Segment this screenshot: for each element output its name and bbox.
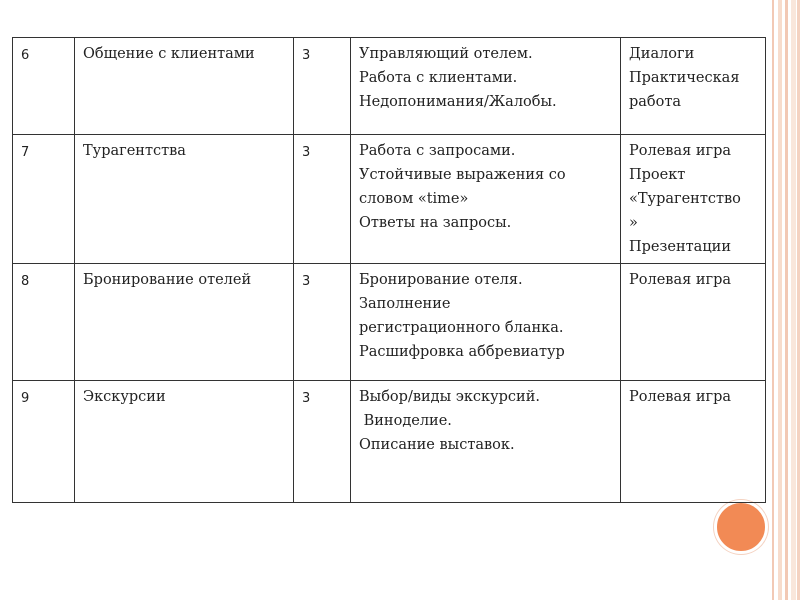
topic-cell: Турагентства [75,135,294,264]
forms-line: Диалоги [629,46,695,62]
content-line: Недопонимания/Жалобы. [359,94,557,110]
content-line: Описание выставок. [359,437,515,453]
table-row [13,264,766,381]
forms-line: «Турагентство [629,191,741,207]
forms-cell [621,264,766,381]
lesson-number-cell: 9 [13,381,75,503]
forms-line: » [629,215,638,231]
forms-cell [621,381,766,503]
decorative-stripe [785,0,788,600]
content-line: Выбор/виды экскурсий. [359,389,540,405]
content-line: Виноделие. [359,413,452,429]
curriculum-table [12,37,766,503]
content-line: Устойчивые выражения со [359,167,566,183]
forms-cell [621,135,766,264]
lesson-number-cell: 6 [13,38,75,135]
table-row [13,381,766,503]
content-cell [351,135,621,264]
lesson-number-cell: 7 [13,135,75,264]
decorative-stripe [778,0,782,600]
topic-cell: Общение с клиентами [75,38,294,135]
forms-line: Презентации [629,239,731,255]
forms-line: Ролевая игра [629,272,732,288]
topic-cell: Экскурсии [75,381,294,503]
content-cell [351,264,621,381]
content-cell [351,381,621,503]
forms-cell [621,38,766,135]
content-cell [351,38,621,135]
content-line: Ответы на запросы. [359,215,512,231]
hours-cell: 3 [294,135,351,264]
hours-cell: 3 [294,38,351,135]
table-row [13,135,766,264]
decorative-stripe [791,0,796,600]
forms-line: Проект [629,167,686,183]
table-row [13,38,766,135]
forms-line: Ролевая игра [629,143,732,159]
content-line: словом «time» [359,191,469,207]
content-line: Расшифровка аббревиатур [359,344,565,360]
content-line: Заполнение [359,296,451,312]
content-line: Работа с клиентами. [359,70,518,86]
decorative-circle [714,500,768,554]
content-line: Бронирование отеля. [359,272,523,288]
hours-cell: 3 [294,264,351,381]
lesson-number-cell: 8 [13,264,75,381]
decorative-stripe [772,0,774,600]
forms-line: Ролевая игра [629,389,732,405]
hours-cell: 3 [294,381,351,503]
forms-line: Практическая [629,70,740,86]
forms-line: работа [629,94,682,110]
content-line: Работа с запросами. [359,143,516,159]
content-line: Управляющий отелем. [359,46,533,62]
content-line: регистрационного бланка. [359,320,564,336]
topic-cell: Бронирование отелей [75,264,294,381]
